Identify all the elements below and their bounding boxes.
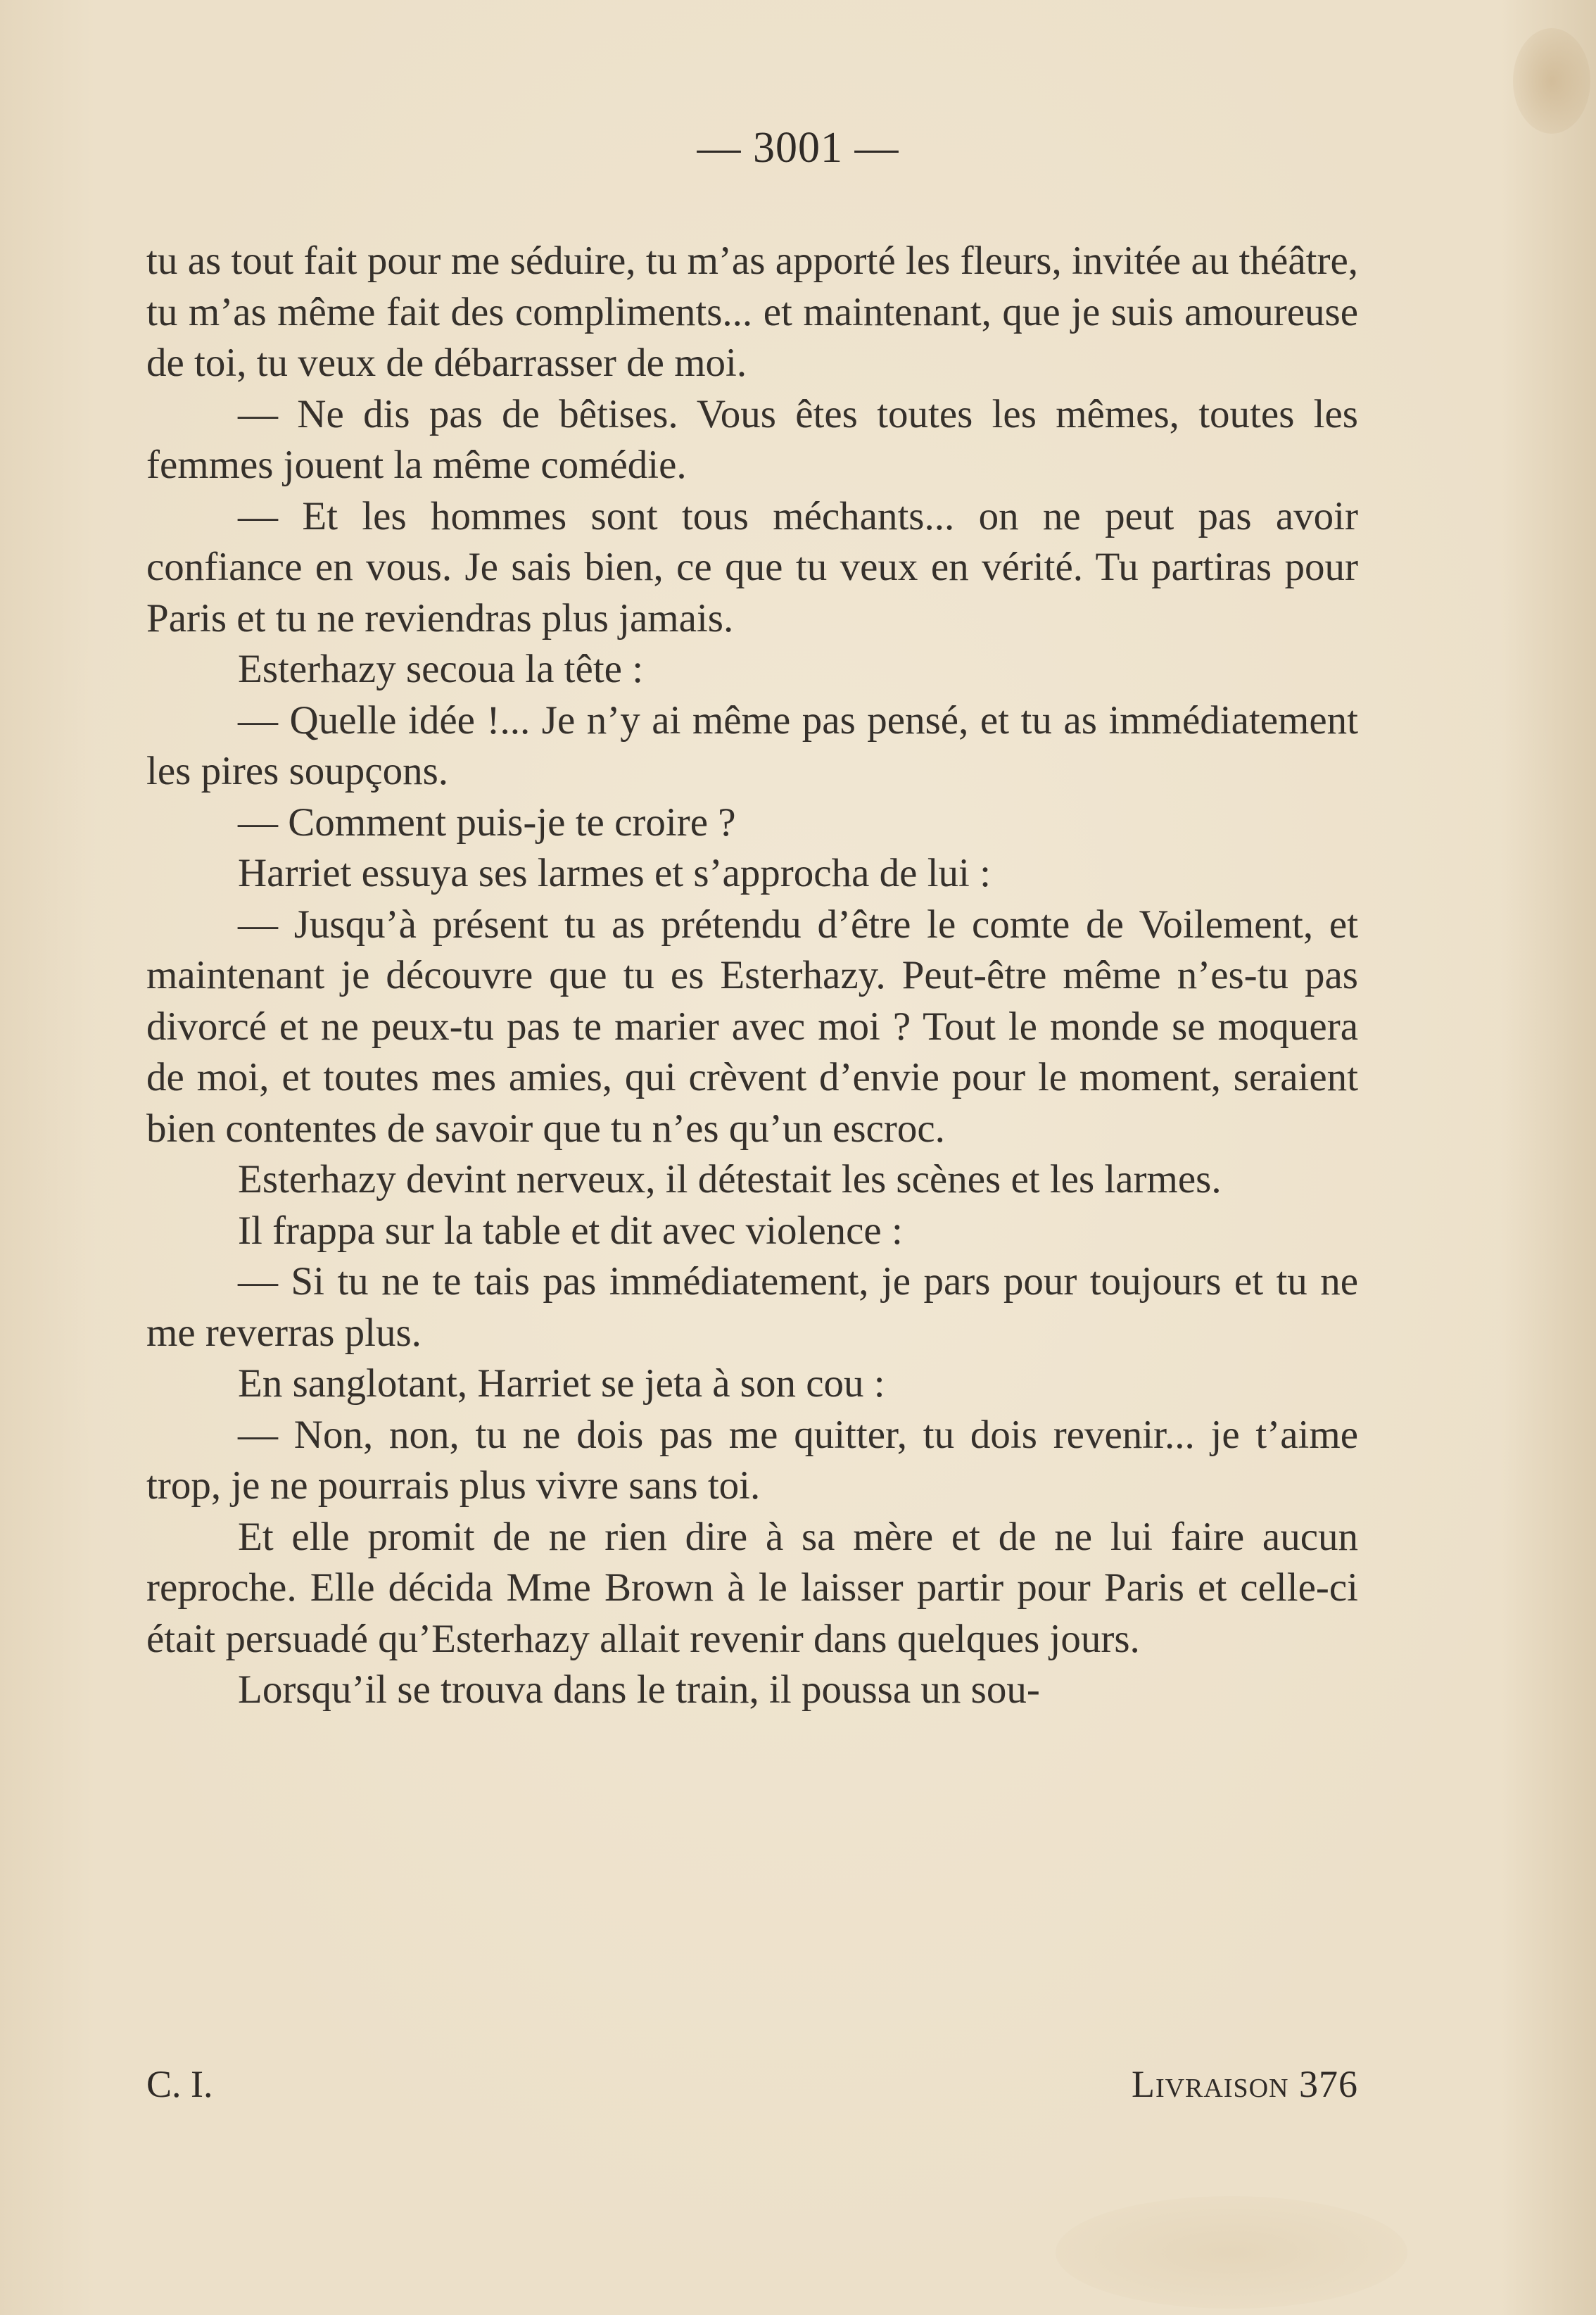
paragraph: — Comment puis-je te croire ?	[238, 800, 736, 845]
paragraph: — Si tu ne te tais pas immédiatement, je pars pour toujours et tu ne me reverras plus.	[146, 1259, 1358, 1355]
paragraph: — Non, non, tu ne dois pas me quitter, tu dois revenir... je t’aime trop, je ne pourrais plus vivre sans toi.	[146, 1412, 1358, 1508]
footer-livraison: Livraison 376	[1131, 2063, 1358, 2105]
paragraph: Et elle promit de ne rien dire à sa mère et de ne lui faire aucun reproche. Elle décida Mme Brown à le laisser partir pour Paris et celle-ci était persuadé qu’Esterhazy allait revenir dans quelques jours.	[146, 1514, 1358, 1661]
page-number-header: — 3001 —	[697, 124, 899, 172]
paragraph: Lorsqu’il se trouva dans le train, il poussa un sou-	[238, 1667, 1040, 1712]
paragraph: Harriet essuya ses larmes et s’approcha de lui :	[238, 851, 991, 895]
paragraph: — Jusqu’à présent tu as prétendu d’être le comte de Voilement, et maintenant je découvre que tu es Esterhazy. Peut-être même n’es-tu pas divorcé et ne peux-tu pas te marier avec moi ? Tout le monde se moquera de moi, et toutes mes amies, qui crèvent d’envie pour le moment, seraient bien contentes de savoir que tu n’es qu’un escroc.	[146, 902, 1358, 1151]
footer-signature: C. I.	[146, 2063, 213, 2105]
paragraph: — Et les hommes sont tous méchants... on ne peut pas avoir confiance en vous. Je sais bien, ce que tu veux en vérité. Tu partiras pour Paris et tu ne reviendras plus jamais.	[146, 493, 1358, 641]
paragraph: — Ne dis pas de bêtises. Vous êtes toutes les mêmes, toutes les femmes jouent la même comédie.	[146, 391, 1358, 487]
body-text	[146, 236, 1358, 1716]
paragraph: tu as tout fait pour me séduire, tu m’as apporté les fleurs, invitée au théâtre, tu m’as même fait des compliments... et maintenant, que je suis amoureuse de toi, tu veux de débarrasser de moi.	[146, 239, 1358, 385]
paper-stain	[1056, 2196, 1407, 2309]
paragraph: En sanglotant, Harriet se jeta à son cou :	[238, 1361, 885, 1406]
paragraph: Esterhazy devint nerveux, il détestait les scènes et les larmes.	[238, 1157, 1222, 1201]
paragraph: — Quelle idée !... Je n’y ai même pas pensé, et tu as immédiatement les pires soupçons.	[146, 698, 1358, 793]
paper-stain	[1513, 28, 1590, 134]
paragraph: Esterhazy secoua la tête :	[238, 647, 644, 691]
paragraph: Il frappa sur la table et dit avec violence :	[238, 1208, 903, 1253]
